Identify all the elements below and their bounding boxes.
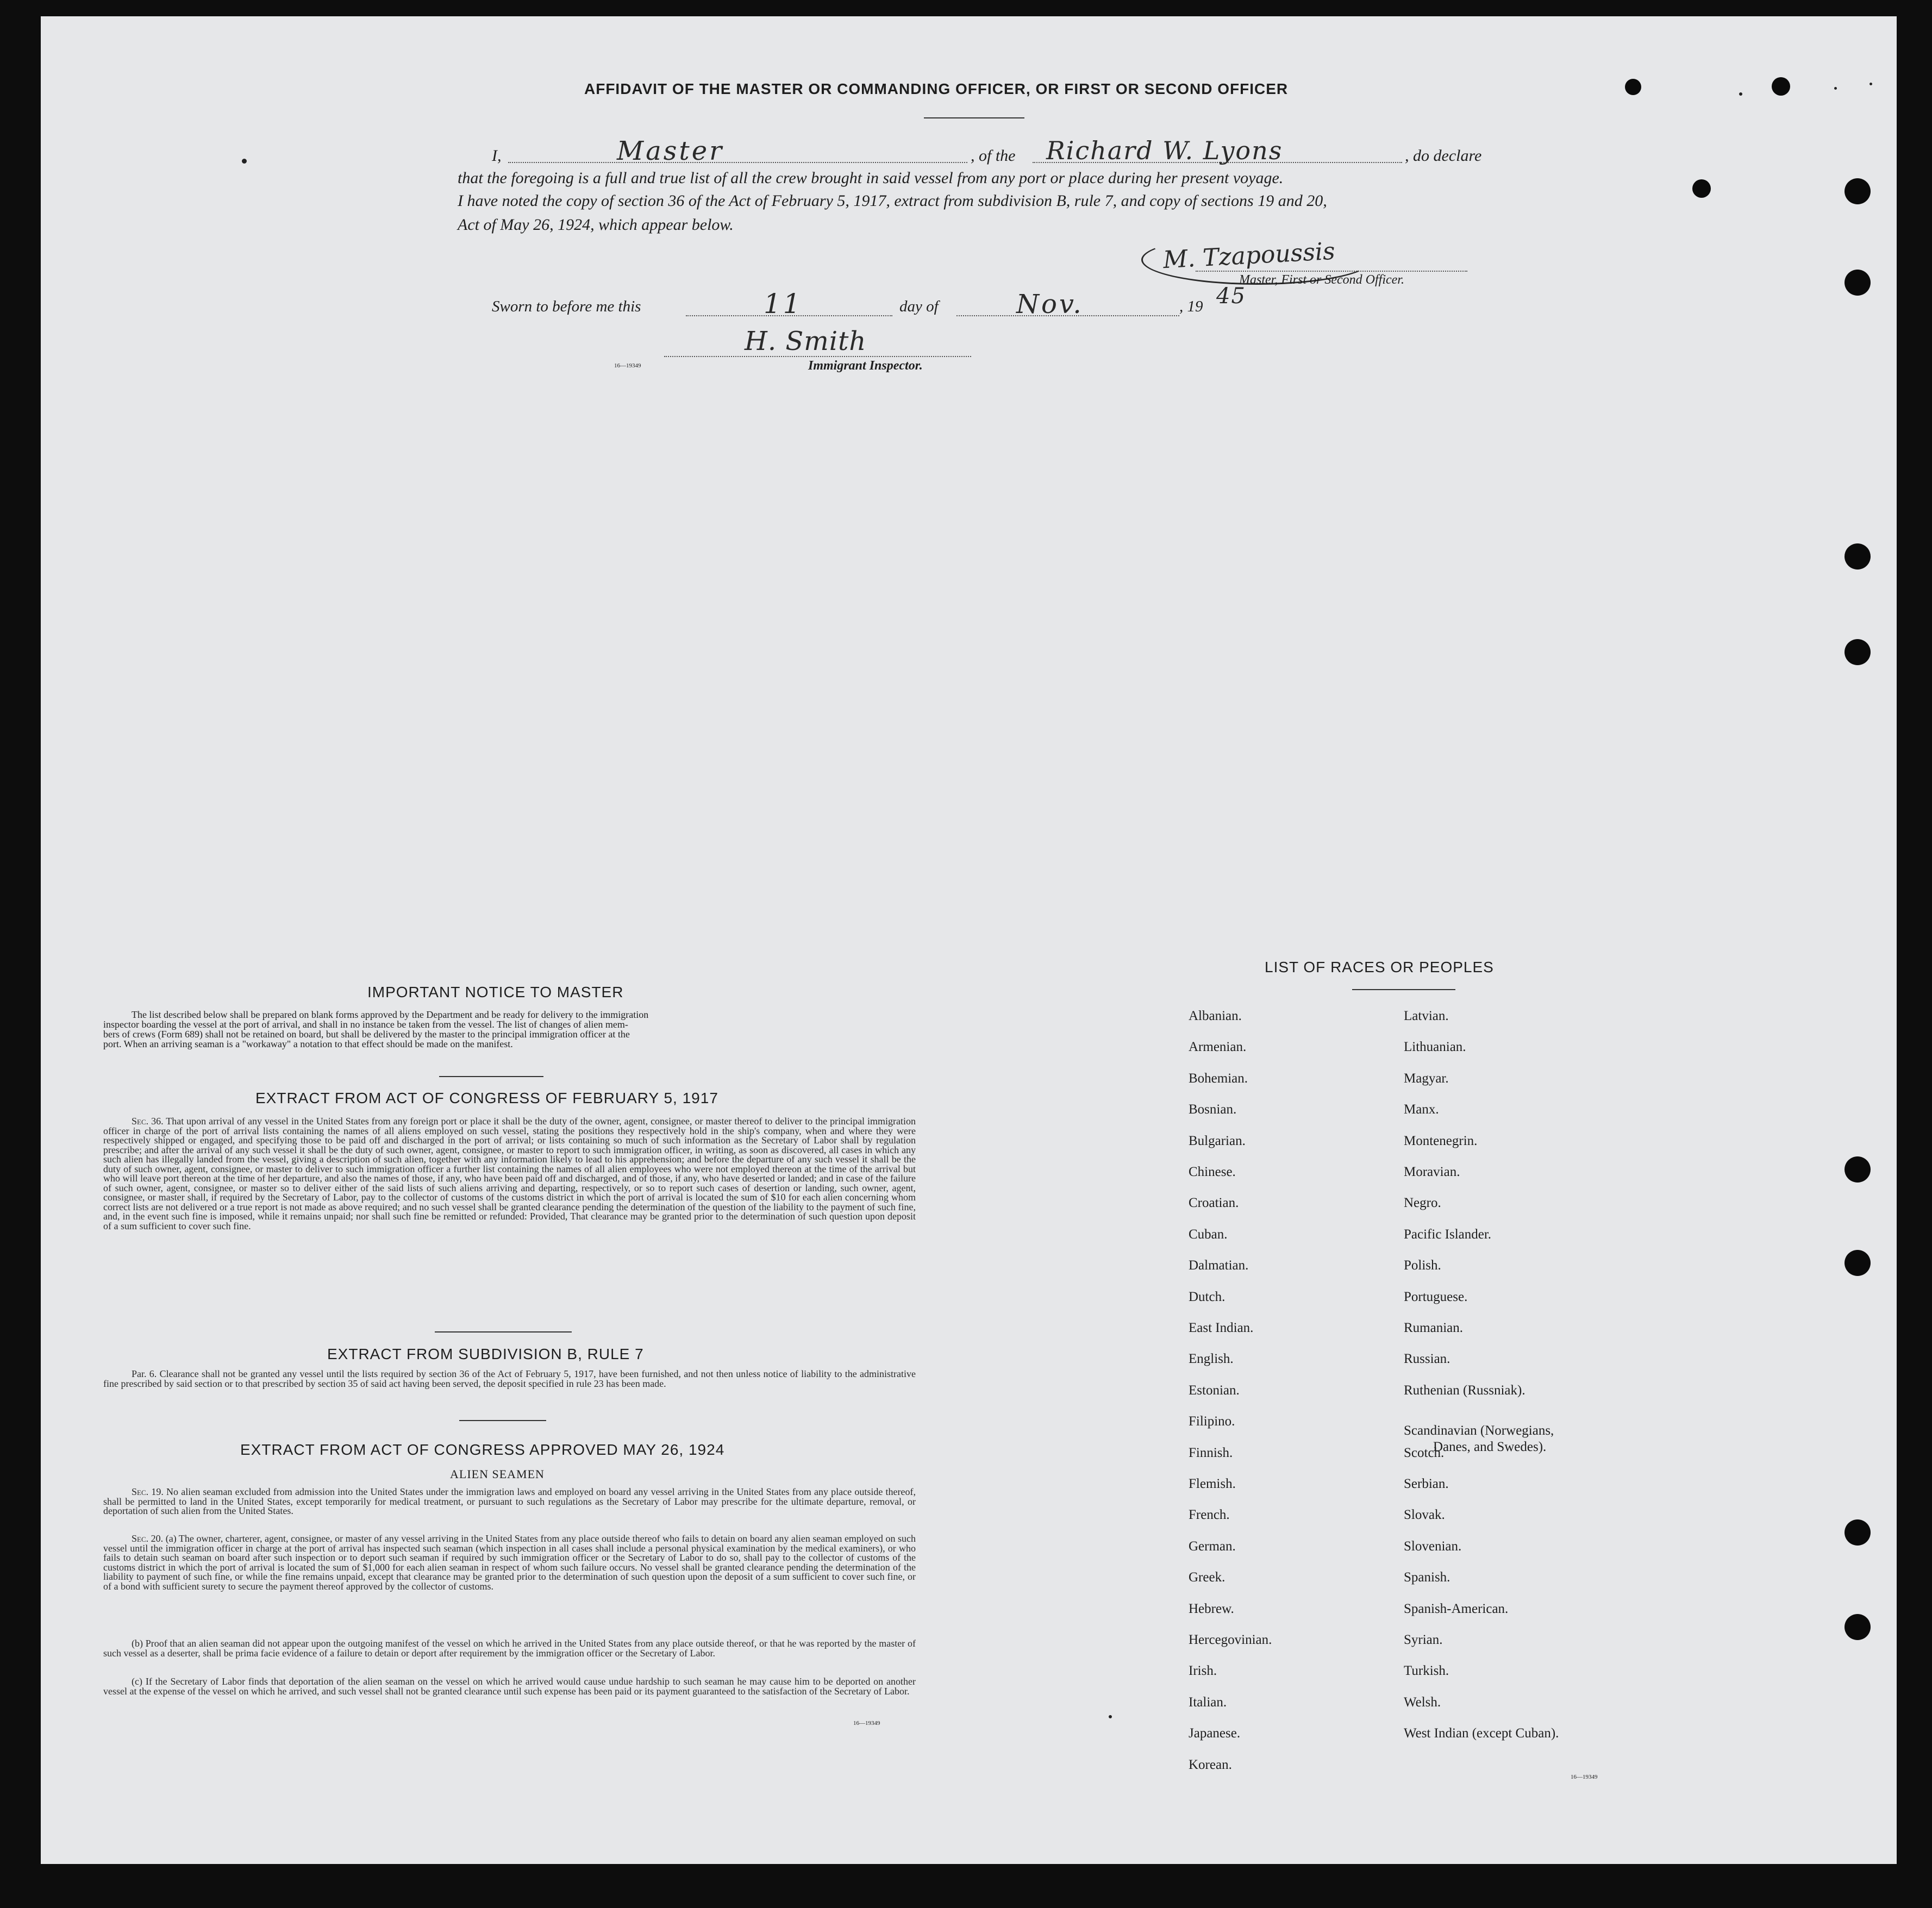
sec20-label: Sec. 20. bbox=[132, 1533, 164, 1544]
position-handwritten: Master bbox=[617, 136, 724, 166]
speck bbox=[1109, 1715, 1112, 1718]
extract-1924-title: EXTRACT FROM ACT OF CONGRESS APPROVED MAY 26, 1924 bbox=[240, 1441, 725, 1458]
race-item: Scotch. bbox=[1404, 1446, 1445, 1460]
punch-hole bbox=[1845, 1156, 1871, 1183]
speck bbox=[242, 159, 247, 164]
race-item: Korean. bbox=[1189, 1757, 1232, 1772]
signature-caption: Master, First or Second Officer. bbox=[1239, 273, 1404, 287]
race-item: Pacific Islander. bbox=[1404, 1227, 1492, 1242]
race-item: Albanian. bbox=[1189, 1009, 1242, 1023]
race-item: Japanese. bbox=[1189, 1726, 1241, 1741]
speck bbox=[1834, 87, 1837, 90]
race-item: Bohemian. bbox=[1189, 1071, 1248, 1086]
notice-title: IMPORTANT NOTICE TO MASTER bbox=[367, 984, 624, 1000]
do-declare-label: , do declare bbox=[1405, 147, 1482, 165]
race-item: Filipino. bbox=[1189, 1414, 1235, 1429]
day-of-label: day of bbox=[899, 298, 939, 315]
notice-line-2: inspector boarding the vessel at the port of arrival, and shall in no instance be taken from the vessel. The list of changes of alien mem- bbox=[103, 1019, 628, 1030]
affidavit-title: AFFIDAVIT OF THE MASTER OR COMMANDING OFFICER, OR FIRST OR SECOND OFFICER bbox=[584, 80, 1289, 97]
race-item: Italian. bbox=[1189, 1695, 1227, 1710]
extract-rule7-title: EXTRACT FROM SUBDIVISION B, RULE 7 bbox=[327, 1346, 644, 1362]
race-item: Estonian. bbox=[1189, 1383, 1240, 1398]
notice-text bbox=[103, 1010, 916, 1049]
race-item: Negro. bbox=[1404, 1196, 1441, 1210]
race-item: Slovak. bbox=[1404, 1507, 1445, 1522]
race-item: Bosnian. bbox=[1189, 1102, 1237, 1117]
of-the-label: , of the bbox=[971, 147, 1016, 165]
race-item: Croatian. bbox=[1189, 1196, 1239, 1210]
sworn-day: 11 bbox=[764, 288, 803, 320]
punch-hole bbox=[1845, 639, 1871, 665]
inspector-line bbox=[664, 356, 971, 357]
notice-line-1: The list described below shall be prepared on blank forms approved by the Department and be ready for delivery to the immigration bbox=[132, 1009, 649, 1020]
race-item: French. bbox=[1189, 1507, 1230, 1522]
notice-line-4: port. When an arriving seaman is a "workaway" a notation to that effect should be made on the manifest. bbox=[103, 1039, 513, 1049]
extract-1917-text bbox=[103, 1117, 916, 1231]
title-divider bbox=[924, 117, 1024, 118]
extract-rule7-divider bbox=[459, 1420, 546, 1421]
race-item: Hebrew. bbox=[1189, 1602, 1234, 1616]
race-item: Latvian. bbox=[1404, 1009, 1449, 1023]
sec20-body: (a) The owner, charterer, agent, consignee, or master of any vessel arriving in the United States from any place outside thereof who fails to detain on board any alien seaman employed on such vessel until the immigration officer in charge at the port of arrival has inspected such seaman (which inspection in all cases shall include a personal physical examination by the medical examiners), or who fails to detain such seaman on board after such inspection or to deport such seaman if required by such immigration officer or the Secretary of Labor to do so, shall pay to the collector of customs of the customs district in which the port of arrival is located the sum of $1,000 for each alien seaman in respect of whom such failure occurs. No vessel shall be granted clearance pending the determination of the liability to payment of such fine, or while the fine remains unpaid, except that clearance may be granted prior to the determination of such question upon the deposit of a sum sufficient to cover such fine, or of a bond with sufficient surety to secure the payment thereof approved by the collector of customs. bbox=[103, 1533, 916, 1592]
extract-rule7-text: Par. 6. Clearance shall not be granted any vessel until the lists required by section 36 of the Act of February 5, 1917, have been furnished, and not then unless notice of liability to the administrative fine prescribed by said section or to that prescribed by section 35 of said act having been served, the deposit specified in rule 23 has been made. bbox=[103, 1368, 916, 1389]
punch-hole bbox=[1845, 543, 1871, 570]
race-item: Welsh. bbox=[1404, 1695, 1441, 1710]
sec20c-text: (c) If the Secretary of Labor finds that deportation of the alien seaman on the vessel on which he arrived would cause undue hardship to such seaman he may cause him to be deported on another vessel at the expense of the vessel on which he arrived, and such vessel shall not be granted clearance until such expense has been paid or its payment guaranteed to the satisfaction of the Secretary of Labor. bbox=[103, 1676, 916, 1697]
race-item: Hercegovinian. bbox=[1189, 1632, 1272, 1647]
race-item: Ruthenian (Russniak). bbox=[1404, 1383, 1525, 1398]
race-item: Manx. bbox=[1404, 1102, 1439, 1117]
declaration-line-1: that the foregoing is a full and true list of all the crew brought in said vessel from any port or place during her present voyage. bbox=[458, 169, 1284, 187]
punch-hole bbox=[1845, 270, 1871, 296]
notice-line-3: bers of crews (Form 689) shall not be retained on board, but shall be delivered by the master to the principal immigration officer at the bbox=[103, 1029, 630, 1040]
inspector-caption: Immigrant Inspector. bbox=[808, 359, 923, 373]
signature-line bbox=[1196, 271, 1467, 272]
declaration-line-3: Act of May 26, 1924, which appear below. bbox=[458, 216, 734, 234]
race-item: Spanish-American. bbox=[1404, 1602, 1509, 1616]
punch-hole bbox=[1692, 179, 1711, 198]
race-item: Bulgarian. bbox=[1189, 1134, 1246, 1148]
race-item: Polish. bbox=[1404, 1258, 1441, 1273]
sec19-body: No alien seaman excluded from admission into the United States under the immigration laws and employed on board any vessel arriving in the United States from any place outside thereof, shall be permitted to land in the United States, except temporarily for medical treatment, or pursuant to such regulations as the Secretary of Labor may prescribe for the ultimate departure, removal, or deportation of such alien from the United States. bbox=[103, 1486, 916, 1516]
sworn-month: Nov. bbox=[1016, 289, 1084, 320]
position-line bbox=[508, 162, 967, 163]
race-item: Flemish. bbox=[1189, 1477, 1236, 1491]
race-item: Scandinavian (Norwegians, bbox=[1404, 1423, 1554, 1438]
punch-hole bbox=[1845, 1250, 1871, 1276]
form-number-races: 16—19349 bbox=[1571, 1774, 1598, 1780]
race-item: Lithuanian. bbox=[1404, 1040, 1466, 1054]
race-item: Chinese. bbox=[1189, 1165, 1236, 1179]
form-number-top: 16—19349 bbox=[614, 362, 641, 369]
sec20b-text: (b) Proof that an alien seaman did not appear upon the outgoing manifest of the vessel on which he arrived in the United States from any place outside thereof, or that he was reported by the master of such vessel as a deserter, shall be prima facie evidence of a failure to detain or deport after requirement by the immigration officer or the Secretary of Labor. bbox=[103, 1638, 916, 1659]
master-signature: M. Tzapoussis bbox=[1162, 237, 1336, 274]
race-item: Irish. bbox=[1189, 1663, 1217, 1678]
race-item: Greek. bbox=[1189, 1570, 1226, 1585]
race-item: Slovenian. bbox=[1404, 1539, 1462, 1554]
race-item: Moravian. bbox=[1404, 1165, 1460, 1179]
race-item: West Indian (except Cuban). bbox=[1404, 1726, 1559, 1741]
affidavit-pronoun: I, bbox=[492, 147, 502, 165]
race-item: Dutch. bbox=[1189, 1290, 1226, 1304]
extract-1917-title: EXTRACT FROM ACT OF CONGRESS OF FEBRUARY 5, 1917 bbox=[255, 1090, 718, 1106]
race-item: Portuguese. bbox=[1404, 1290, 1468, 1304]
sec36-label: Sec. 36. bbox=[132, 1116, 164, 1127]
punch-hole bbox=[1845, 1519, 1871, 1546]
extract-1917-divider bbox=[435, 1331, 572, 1333]
alien-seamen-subtitle: ALIEN SEAMEN bbox=[450, 1467, 545, 1481]
form-number-bottom: 16—19349 bbox=[853, 1720, 880, 1726]
year-prefix: , 19 bbox=[1179, 298, 1203, 315]
notice-divider bbox=[439, 1076, 543, 1077]
race-item: English. bbox=[1189, 1352, 1234, 1366]
race-item: East Indian. bbox=[1189, 1321, 1254, 1335]
sworn-year: 45 bbox=[1216, 284, 1246, 309]
sec20-text bbox=[103, 1534, 916, 1591]
punch-hole bbox=[1625, 79, 1641, 95]
races-title: LIST OF RACES OR PEOPLES bbox=[1265, 959, 1494, 975]
race-item: Syrian. bbox=[1404, 1632, 1443, 1647]
sec36-text: That upon arrival of any vessel in the United States from any foreign port or place it shall be the duty of the owner, agent, consignee, or master thereof to deliver to the principal immigration officer in charge of the port of arrival lists containing the names of all aliens employed on such vessel, stating the positions they respectively hold in the ship's company, when and where they were respectively shipped or engaged, and specifying those to be paid off and discharged in the port of arrival; or lists containing so much of such information as the Secretary of Labor shall by regulation prescribe; and after the arrival of any such vessel it shall be the duty of such owner, agent, consignee, or master to report to such immigration officer, in writing, as soon as discovered, all cases in which any such alien has illegally landed from the vessel, giving a description of such alien, together with any information likely to lead to his apprehension; and before the departure of any such vessel it shall be the duty of such owner, agent, consignee, or master to deliver to such immigration officer a further list containing the names of all alien employees who were not employed thereon at the time of the arrival but who will leave port thereon at the time of her departure, and also the names of those, if any, who have been paid off and discharged, and of those, if any, who have deserted or landed; and in case of the failure of such owner, agent, consignee, or master so to deliver either of the said lists of such aliens arriving and departing, respectively, or so to report such cases of desertion or landing, such owner, agent, consignee, or master shall, if required by the Secretary of Labor, pay to the collector of customs of the customs district in which the port of arrival is located the sum of $10 for each alien concerning whom correct lists are not delivered or a true report is not made as above required; and no such vessel shall be granted clearance pending the determination of the question of the liability to the payment of such fine, and, in the event such fine is imposed, while it remains unpaid; nor shall such fine be remitted or refunded: Provided, That clearance may be granted prior to the determination of such question upon deposit of a sum sufficient to cover such fine. bbox=[103, 1116, 916, 1231]
race-item: Finnish. bbox=[1189, 1446, 1233, 1460]
race-item: German. bbox=[1189, 1539, 1236, 1554]
punch-hole bbox=[1845, 178, 1871, 204]
punch-hole bbox=[1772, 77, 1790, 96]
speck bbox=[1739, 92, 1742, 96]
race-item: Rumanian. bbox=[1404, 1321, 1464, 1335]
race-item: Cuban. bbox=[1189, 1227, 1228, 1242]
punch-hole bbox=[1845, 1614, 1871, 1640]
sec19-label: Sec. 19. bbox=[132, 1486, 164, 1497]
race-item: Dalmatian. bbox=[1189, 1258, 1249, 1273]
speck bbox=[1870, 83, 1872, 85]
race-item: Serbian. bbox=[1404, 1477, 1449, 1491]
race-item: Danes, and Swedes). bbox=[1433, 1440, 1547, 1454]
race-item: Montenegrin. bbox=[1404, 1134, 1478, 1148]
sec19-text bbox=[103, 1487, 916, 1516]
vessel-handwritten: Richard W. Lyons bbox=[1046, 136, 1283, 165]
race-item: Turkish. bbox=[1404, 1663, 1449, 1678]
race-item: Armenian. bbox=[1189, 1040, 1247, 1054]
race-item: Spanish. bbox=[1404, 1570, 1450, 1585]
race-item: Magyar. bbox=[1404, 1071, 1449, 1086]
races-divider bbox=[1352, 989, 1455, 990]
declaration-line-2: I have noted the copy of section 36 of the Act of February 5, 1917, extract from subdivision B, rule 7, and copy of sections 19 and 20, bbox=[458, 192, 1327, 210]
sworn-label: Sworn to before me this bbox=[492, 298, 641, 315]
inspector-signature: H. Smith bbox=[745, 326, 867, 356]
race-item: Russian. bbox=[1404, 1352, 1450, 1366]
